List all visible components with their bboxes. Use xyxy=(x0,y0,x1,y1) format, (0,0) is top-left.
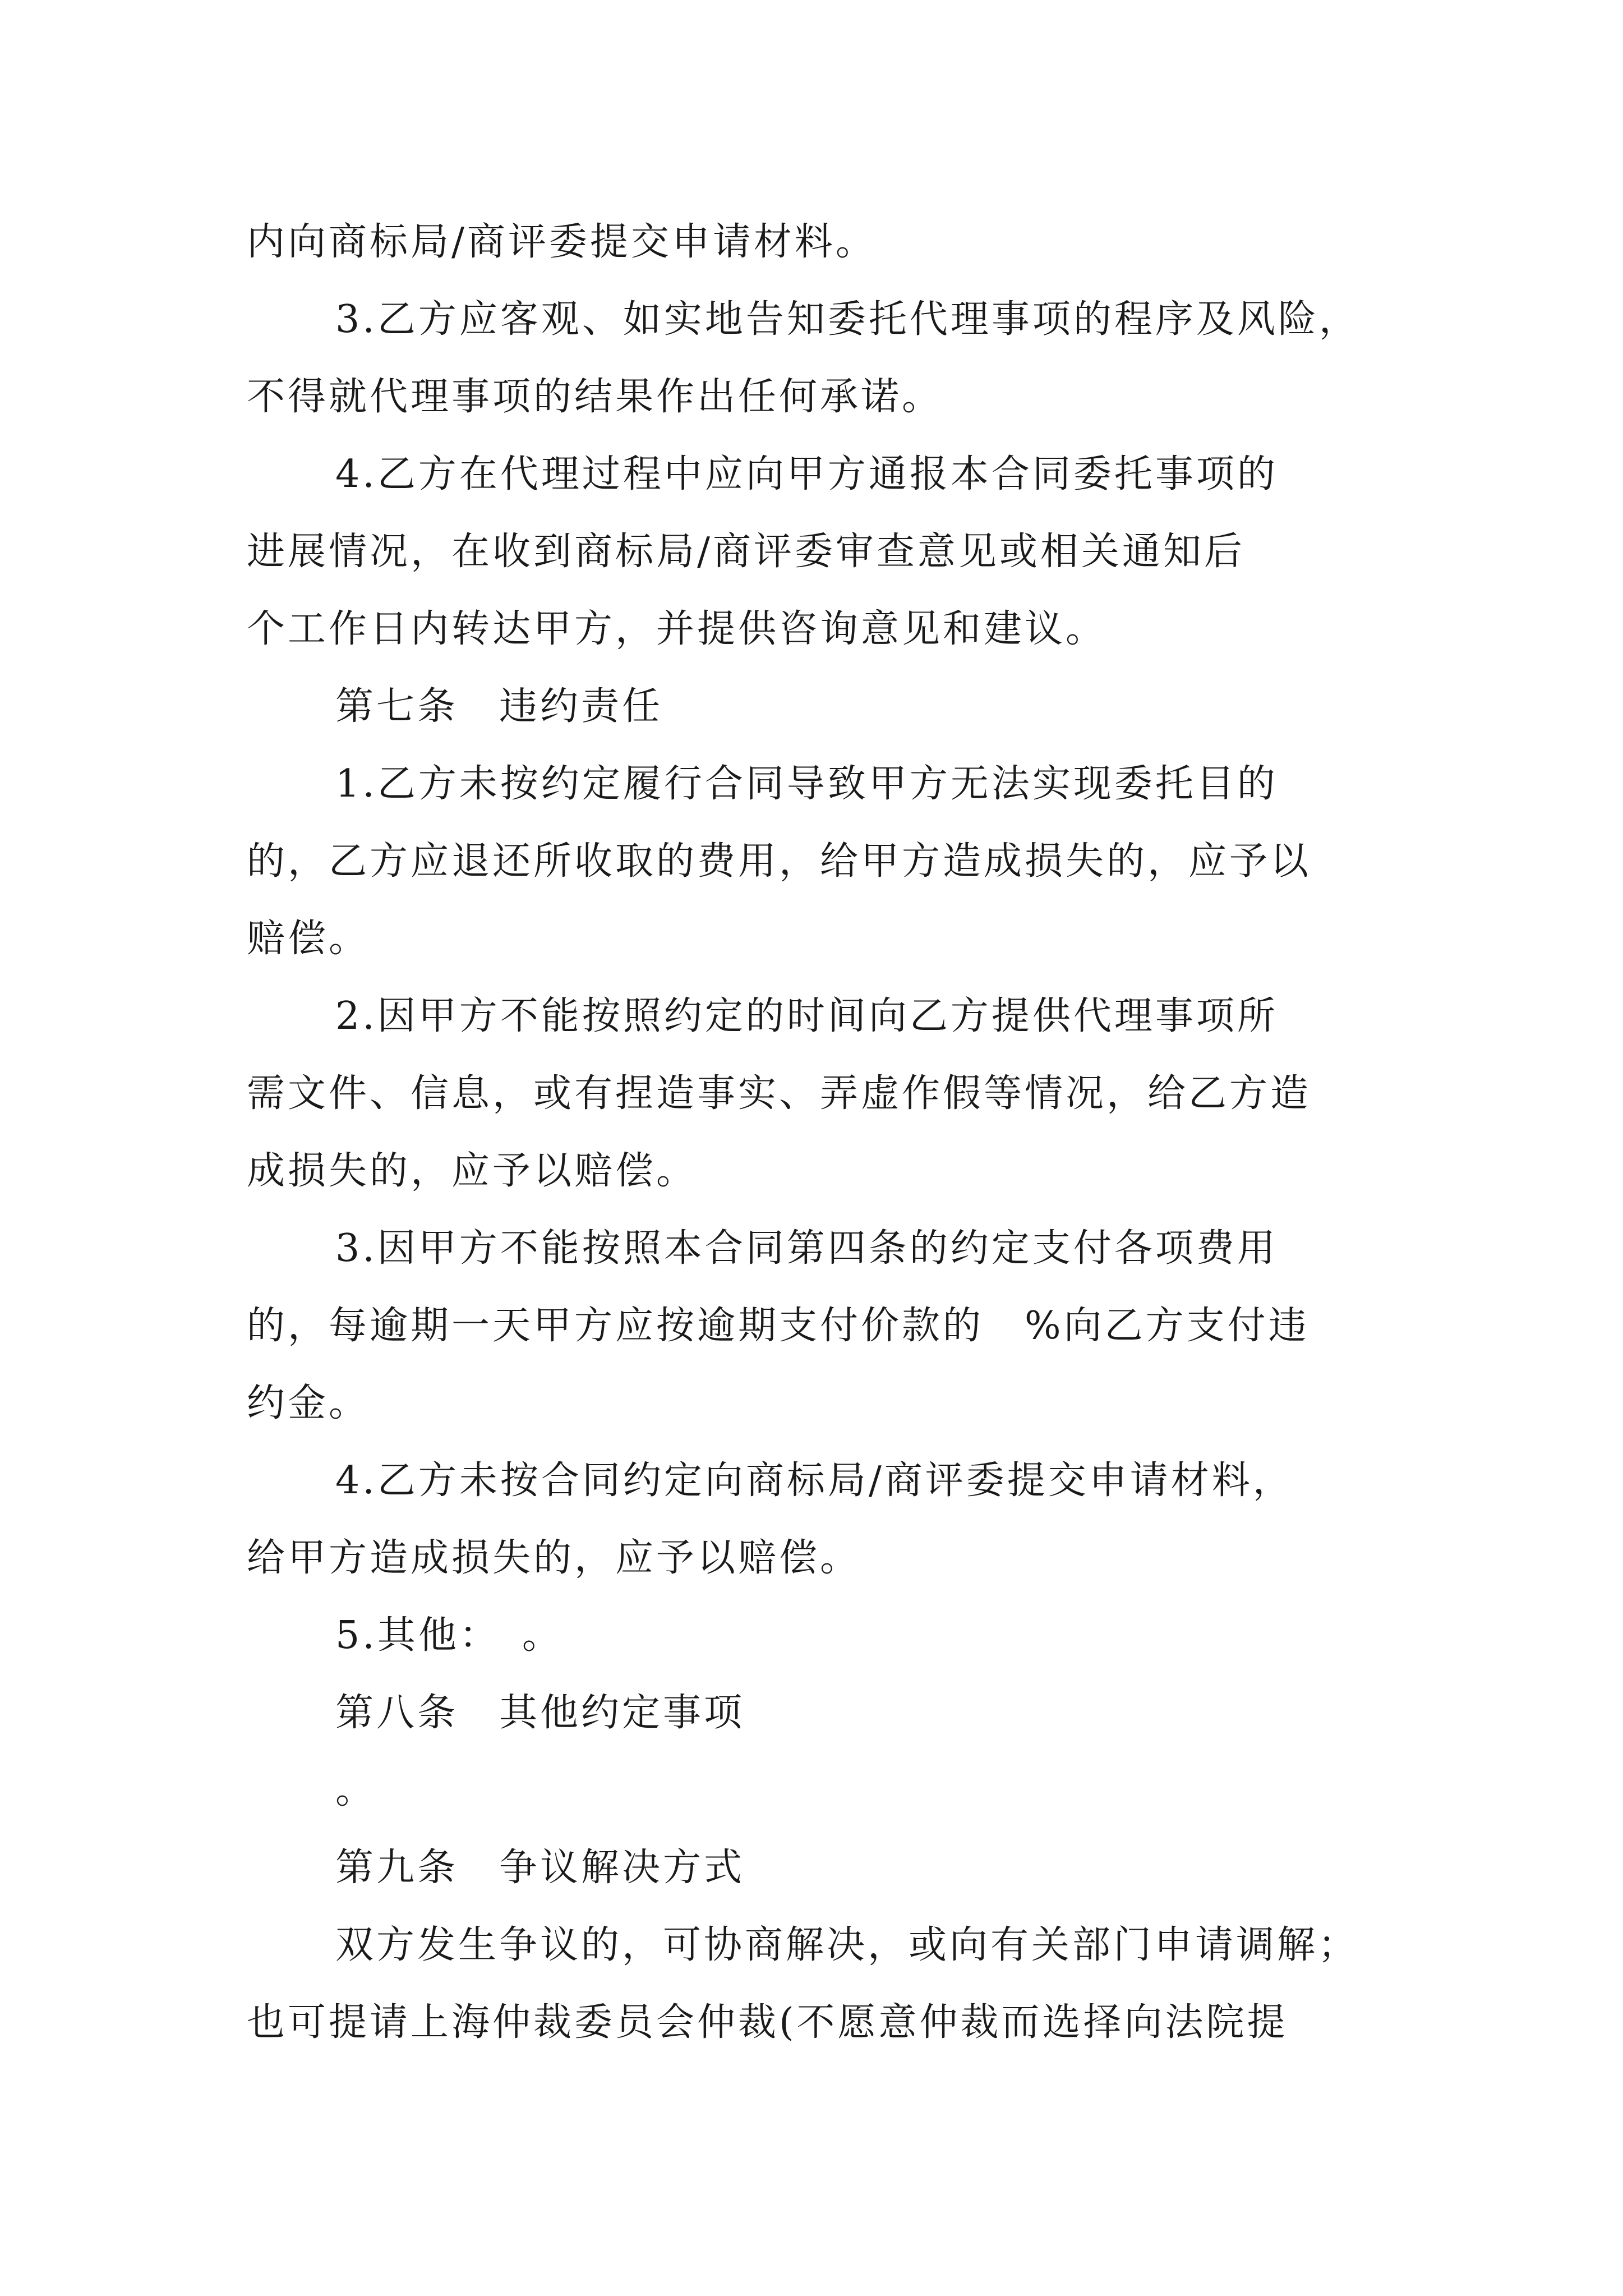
article-9-heading: 第九条 争议解决方式 xyxy=(335,1846,745,1890)
article-9-line-2: 也可提请上海仲裁委员会仲裁(不愿意仲裁而选择向法院提 xyxy=(247,2000,1288,2045)
art7-clause-2-line-2: 需文件、信息，或有捏造事实、弄虚作假等情况，给乙方造 xyxy=(247,1071,1312,1116)
art7-clause-3-line-2: 的，每逾期一天甲方应按逾期支付价款的 %向乙方支付违 xyxy=(247,1304,1310,1348)
art7-clause-1-line-2: 的，乙方应退还所收取的费用，给甲方造成损失的，应予以 xyxy=(247,839,1312,884)
art7-clause-1-line-1: 1.乙方未按约定履行合同导致甲方无法实现委托目的 xyxy=(335,762,1278,806)
art7-clause-3-line-1: 3.因甲方不能按照本合同第四条的约定支付各项费用 xyxy=(335,1226,1278,1271)
clause-3-line-2: 不得就代理事项的结果作出任何承诺。 xyxy=(247,375,943,419)
clause-3-line-1: 3.乙方应客观、如实地告知委托代理事项的程序及风险， xyxy=(335,297,1360,342)
art7-clause-2-line-1: 2.因甲方不能按照约定的时间向乙方提供代理事项所 xyxy=(335,994,1278,1038)
text-line: 内向商标局/商评委提交申请材料。 xyxy=(247,220,877,264)
art7-clause-1-line-3: 赔偿。 xyxy=(247,917,370,961)
article-9-line-1: 双方发生争议的，可协商解决，或向有关部门申请调解； xyxy=(335,1923,1359,1967)
clause-4-line-3: 个工作日内转达甲方，并提供咨询意见和建议。 xyxy=(247,607,1107,651)
art7-clause-3-line-3: 约金。 xyxy=(247,1381,370,1425)
clause-4-line-1: 4.乙方在代理过程中应向甲方通报本合同委托事项的 xyxy=(335,452,1278,496)
article-8-heading: 第八条 其他约定事项 xyxy=(335,1691,745,1735)
art7-clause-4-line-2: 给甲方造成损失的，应予以赔偿。 xyxy=(247,1536,861,1580)
art7-clause-5: 5.其他： 。 xyxy=(335,1613,563,1658)
art7-clause-2-line-3: 成损失的，应予以赔偿。 xyxy=(247,1149,698,1193)
article-8-body: 。 xyxy=(335,1768,377,1812)
art7-clause-4-line-1: 4.乙方未按合同约定向商标局/商评委提交申请材料， xyxy=(335,1458,1294,1503)
clause-4-line-2: 进展情况，在收到商标局/商评委审查意见或相关通知后 xyxy=(247,530,1245,574)
article-7-heading: 第七条 违约责任 xyxy=(335,684,663,729)
